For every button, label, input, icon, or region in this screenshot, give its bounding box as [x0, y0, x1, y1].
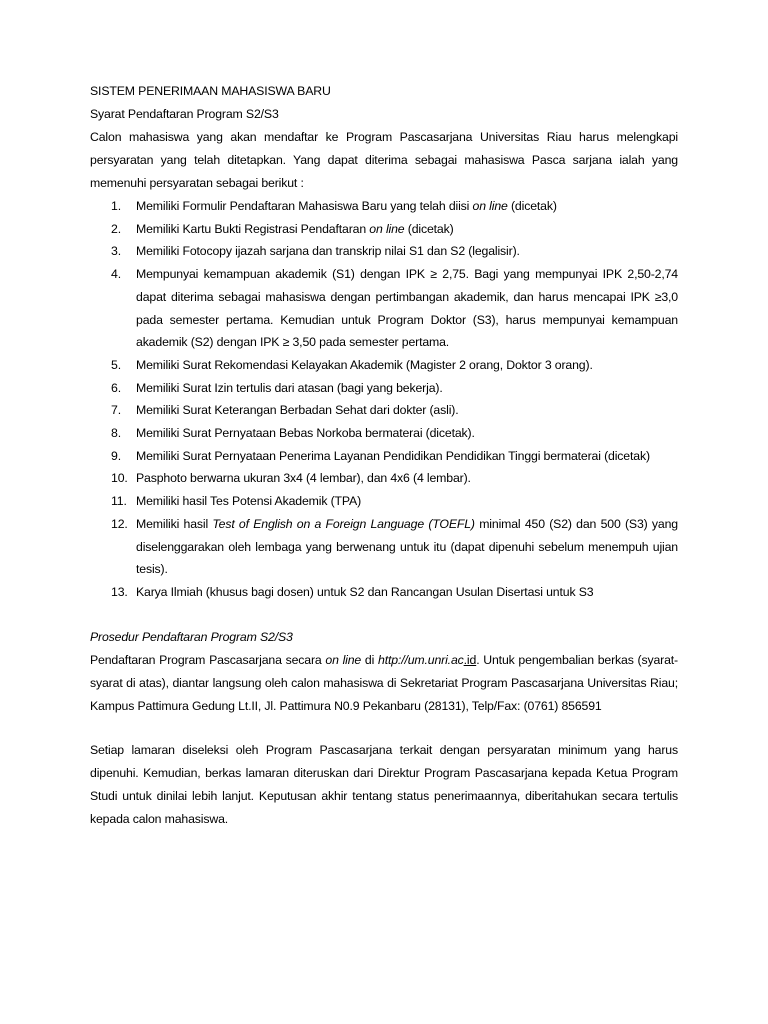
list-item-text: Memiliki Surat Pernyataan Bebas Norkoba bermaterai (dicetak).: [136, 426, 475, 441]
list-item-text: Memiliki Fotocopy ijazah sarjana dan transkrip nilai S1 dan S2 (legalisir).: [136, 244, 520, 259]
spacer: [90, 604, 678, 626]
doc-subtitle: Syarat Pendaftaran Program S2/S3: [90, 107, 279, 121]
list-item-number: 7.: [111, 403, 121, 418]
list-item-text: Memiliki Surat Keterangan Berbadan Sehat dari dokter (asli).: [136, 403, 459, 418]
list-item-number: 13.: [111, 584, 128, 599]
list-item-text: Memiliki Surat Izin tertulis dari atasan (bagi yang bekerja).: [136, 380, 443, 395]
registration-link[interactable]: http://um.unri.ac.id: [378, 652, 477, 667]
list-item: [90, 581, 678, 604]
list-item-number: 9.: [111, 448, 121, 463]
procedure-heading: Prosedur Pendaftaran Program S2/S3: [90, 629, 293, 644]
list-item: [90, 445, 678, 468]
list-item: [90, 399, 678, 422]
list-item: [90, 218, 678, 241]
list-item-text: Karya Ilmiah (khusus bagi dosen) untuk S2 dan Rancangan Usulan Disertasi untuk S3: [136, 584, 594, 599]
list-item-number: 2.: [111, 221, 121, 236]
list-item-text: Memiliki Formulir Pendaftaran Mahasiswa Baru yang telah diisi on line (dicetak): [136, 199, 557, 213]
list-item-text: Memiliki hasil Tes Potensi Akademik (TPA): [136, 494, 362, 509]
list-item-number: 10.: [111, 471, 128, 486]
list-item-text: Memiliki Surat Rekomendasi Kelayakan Akademik (Magister 2 orang, Doktor 3 orang).: [136, 357, 593, 372]
list-item-text: Mempunyai kemampuan akademik (S1) dengan IPK ≥ 2,75. Bagi yang mempunyai IPK 2,50-2,74 dapat diterima sebagai mahasiswa dengan pertimbangan akademik, dan harus mencapai IPK ≥3,0 pada semester pertama. Kemudian untuk Program Doktor (S3), harus mempunyai kemampuan akademik (S2) dengan IPK ≥ 3,50 pada semester pertama.: [136, 267, 678, 350]
list-item: [90, 354, 678, 377]
list-item: [90, 377, 678, 400]
list-item-number: 1.: [111, 199, 121, 213]
list-item: [90, 513, 678, 581]
list-item-text: Pasphoto berwarna ukuran 3x4 (4 lembar), dan 4x6 (4 lembar).: [136, 471, 471, 486]
closing-paragraph: Setiap lamaran diseleksi oleh Program Pascasarjana terkait dengan persyaratan minimum yang harus dipenuhi. Kemudian, berkas lamaran diteruskan dari Direktur Program Pascasarjana kepada Ketua Program Studi untuk dinilai lebih lanjut. Keputusan akhir tentang status penerimaannya, diberitahukan secara tertulis kepada calon mahasiswa.: [90, 742, 678, 826]
list-item: [90, 490, 678, 513]
list-item-number: 8.: [111, 426, 121, 441]
list-item: [90, 467, 678, 490]
list-item: [90, 263, 678, 354]
list-item-text: Memiliki hasil Test of English on a Foreign Language (TOEFL) minimal 450 (S2) dan 500 (S3) yang diselenggarakan oleh lembaga yang berwenang untuk itu (dapat dipenuhi sebelum menempuh ujian tesis).: [136, 516, 678, 577]
list-item-number: 3.: [111, 244, 121, 259]
list-item-number: 6.: [111, 380, 121, 395]
doc-title: SISTEM PENERIMAAN MAHASISWA BARU: [90, 84, 331, 98]
requirements-list: [90, 195, 678, 604]
spacer: [90, 718, 678, 739]
list-item-number: 4.: [111, 267, 121, 282]
list-item: [90, 422, 678, 445]
document-body: [90, 80, 678, 831]
list-item-number: 5.: [111, 357, 121, 372]
intro-paragraph: Calon mahasiswa yang akan mendaftar ke Program Pascasarjana Universitas Riau harus melengkapi persyaratan yang telah ditetapkan. Yang dapat diterima sebagai mahasiswa Pasca sarjana ialah yang memenuhi persyaratan sebagai berikut :: [90, 130, 678, 190]
list-item-number: 12.: [111, 516, 128, 531]
list-item-text: Memiliki Kartu Bukti Registrasi Pendaftaran on line (dicetak): [136, 221, 454, 236]
list-item: [90, 195, 678, 218]
list-item-number: 11.: [111, 494, 127, 509]
procedure-paragraph: Pendaftaran Program Pascasarjana secara on line di http://um.unri.ac.id. Untuk pengembalian berkas (syarat-syarat di atas), diantar langsung oleh calon mahasiswa di Sekretariat Program Pascasarjana Universitas Riau; Kampus Pattimura Gedung Lt.II, Jl. Pattimura N0.9 Pekanbaru (28131), Telp/Fax: (0761) 856591: [90, 652, 678, 713]
list-item-text: Memiliki Surat Pernyataan Penerima Layanan Pendidikan Pendidikan Tinggi bermaterai (dicetak): [136, 448, 650, 463]
list-item: [90, 240, 678, 263]
